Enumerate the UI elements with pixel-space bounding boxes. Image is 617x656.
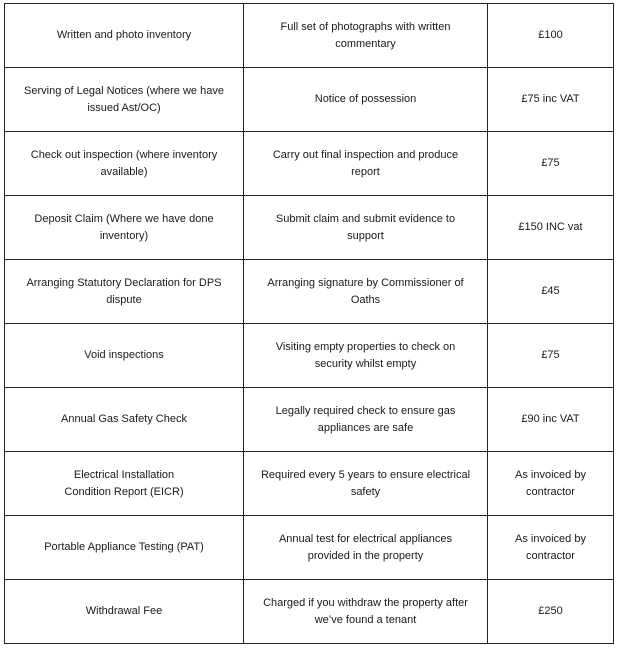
fee-cell: As invoiced by contractor [488, 452, 614, 516]
table-row [5, 452, 614, 516]
description-cell: Required every 5 years to ensure electrical safety [244, 452, 488, 516]
description-cell: Annual test for electrical appliances provided in the property [244, 516, 488, 580]
table-row [5, 580, 614, 644]
description-cell: Submit claim and submit evidence to support [244, 196, 488, 260]
service-cell: Written and photo inventory [5, 4, 244, 68]
description-cell: Carry out final inspection and produce report [244, 132, 488, 196]
fee-cell: £150 INC vat [488, 196, 614, 260]
service-cell: Annual Gas Safety Check [5, 388, 244, 452]
service-cell: Withdrawal Fee [5, 580, 244, 644]
fees-table-body [5, 4, 614, 644]
fee-cell: As invoiced by contractor [488, 516, 614, 580]
service-cell: Serving of Legal Notices (where we have issued Ast/OC) [5, 68, 244, 132]
table-row [5, 260, 614, 324]
service-cell: Deposit Claim (Where we have done inventory) [5, 196, 244, 260]
table-row [5, 516, 614, 580]
table-row [5, 4, 614, 68]
fee-cell: £250 [488, 580, 614, 644]
service-cell: Arranging Statutory Declaration for DPS dispute [5, 260, 244, 324]
table-row [5, 68, 614, 132]
fee-cell: £75 inc VAT [488, 68, 614, 132]
fee-cell: £100 [488, 4, 614, 68]
fee-cell: £75 [488, 324, 614, 388]
fee-cell: £90 inc VAT [488, 388, 614, 452]
description-cell: Visiting empty properties to check on security whilst empty [244, 324, 488, 388]
table-row [5, 132, 614, 196]
service-cell: Void inspections [5, 324, 244, 388]
service-cell: Electrical Installation Condition Report (EICR) [5, 452, 244, 516]
table-row [5, 388, 614, 452]
description-cell: Legally required check to ensure gas appliances are safe [244, 388, 488, 452]
fees-table [4, 3, 614, 644]
fee-cell: £75 [488, 132, 614, 196]
table-row [5, 196, 614, 260]
fee-cell: £45 [488, 260, 614, 324]
table-row [5, 324, 614, 388]
service-cell: Portable Appliance Testing (PAT) [5, 516, 244, 580]
description-cell: Charged if you withdraw the property after we’ve found a tenant [244, 580, 488, 644]
service-cell: Check out inspection (where inventory available) [5, 132, 244, 196]
description-cell: Arranging signature by Commissioner of Oaths [244, 260, 488, 324]
description-cell: Full set of photographs with written commentary [244, 4, 488, 68]
description-cell: Notice of possession [244, 68, 488, 132]
